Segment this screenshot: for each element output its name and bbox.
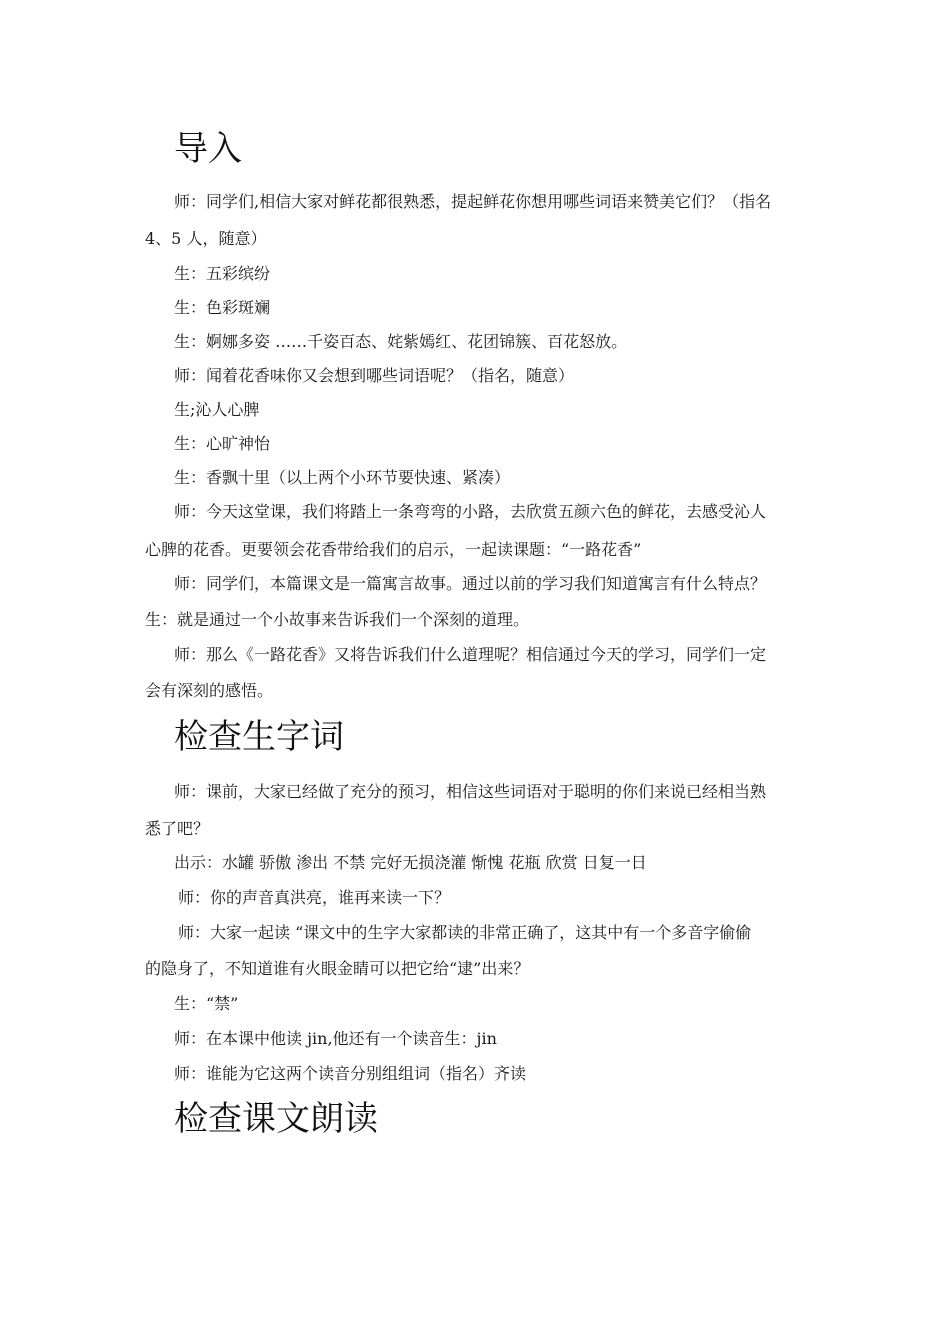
paragraph-line: 生：心旷神怡 <box>174 434 271 453</box>
section-heading-reading: 检查课文朗读 <box>174 1099 378 1139</box>
section-heading-intro: 导入 <box>174 129 242 169</box>
paragraph-line: 生：色彩斑斓 <box>174 298 271 317</box>
paragraph-line: 师：同学们，本篇课文是一篇寓言故事。通过以前的学习我们知道寓言有什么特点？ <box>174 574 767 593</box>
paragraph-line: 心脾的花香。更要领会花香带给我们的启示，一起读课题：“一路花香” <box>145 540 642 559</box>
paragraph-line: 师：谁能为它这两个读音分别组组词（指名）齐读 <box>174 1064 527 1083</box>
paragraph-line: 生：婀娜多姿 ……千姿百态、姹紫嫣红、花团锦簇、百花怒放。 <box>174 332 628 351</box>
paragraph-line: 会有深刻的感悟。 <box>145 681 274 700</box>
paragraph-line: 师：闻着花香味你又会想到哪些词语呢？（指名，随意） <box>174 366 575 385</box>
paragraph-line: 出示：水罐 骄傲 渗出 不禁 完好无损浇灌 惭愧 花瓶 欣赏 日复一日 <box>174 853 647 872</box>
section-heading-vocabulary: 检查生字词 <box>174 717 344 757</box>
paragraph-line: 师：那么《一路花香》又将告诉我们什么道理呢？相信通过今天的学习，同学们一定 <box>174 645 767 664</box>
paragraph-line: 师：大家一起读 “课文中的生字大家都读的非常正确了，这其中有一个多音字偷偷 <box>178 923 752 942</box>
paragraph-line: 生：五彩缤纷 <box>174 264 271 283</box>
paragraph-line: 师：课前，大家已经做了充分的预习，相信这些词语对于聪明的你们来说已经相当熟 <box>174 782 767 801</box>
paragraph-line: 师：在本课中他读 jin,他还有一个读音生：jin <box>174 1029 497 1048</box>
paragraph-line: 4、5 人，随意） <box>145 229 267 248</box>
paragraph-line: 悉了吧？ <box>145 819 210 838</box>
paragraph-line: 师：同学们,相信大家对鲜花都很熟悉，提起鲜花你想用哪些词语来赞美它们？（指名 <box>174 192 772 211</box>
paragraph-line: 的隐身了，不知道谁有火眼金睛可以把它给“逮”出来？ <box>145 959 530 978</box>
paragraph-line: 生：香飘十里（以上两个小环节要快速、紧凑） <box>174 468 511 487</box>
paragraph-line: 师：你的声音真洪亮，谁再来读一下？ <box>178 888 451 907</box>
paragraph-line: 生：“禁” <box>174 994 239 1013</box>
paragraph-line: 师：今天这堂课，我们将踏上一条弯弯的小路，去欣赏五颜六色的鲜花，去感受沁人 <box>174 502 767 521</box>
paragraph-line: 生：就是通过一个小故事来告诉我们一个深刻的道理。 <box>145 610 530 629</box>
paragraph-line: 生;沁人心脾 <box>174 400 260 419</box>
